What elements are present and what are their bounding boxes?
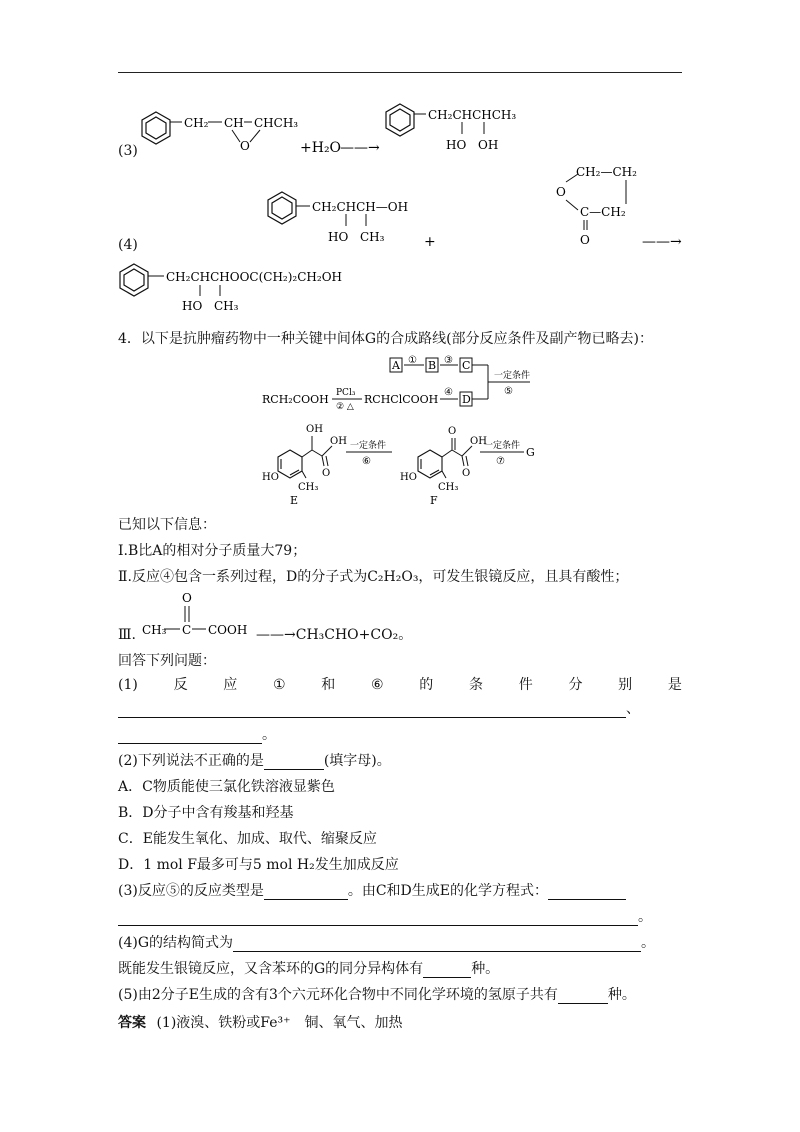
label-o: O (462, 468, 471, 479)
q1-char: (1) (118, 677, 138, 693)
formula-fragment: CH₂CHCHOOC(CH₂)₂CH₂OH (166, 270, 342, 284)
label-o: O (448, 426, 457, 437)
label-ch3: CH₃ (438, 482, 459, 493)
intermediate: RCHClCOOH (364, 393, 439, 406)
formula-fragment: OH (478, 138, 499, 152)
item-label: (3) (118, 143, 138, 159)
formula-fragment: CHCH₃ (254, 116, 299, 130)
separator: 、 (626, 701, 640, 717)
answer-blank[interactable] (118, 729, 262, 744)
plus-water: +H₂O (300, 140, 342, 156)
step-2: ② △ (336, 402, 354, 412)
q4-tail: 种。 (471, 961, 500, 977)
compound-C: C (462, 359, 471, 372)
start-material: RCH₂COOH (262, 393, 329, 406)
reaction-arrow: ——→ (340, 140, 380, 156)
period: 。 (641, 935, 656, 951)
problem-4-title: 4．以下是抗肿瘤药物中一种关键中间体G的合成路线(部分反应条件及副产物已略去)： (118, 331, 654, 347)
question-3 (118, 882, 626, 900)
label-ho: HO (400, 472, 417, 483)
plus-sign: + (424, 234, 436, 250)
answer-blank[interactable] (264, 755, 324, 770)
formula-fragment: CH₃ (360, 230, 385, 244)
formula-fragment: O (182, 591, 192, 605)
info-1: Ⅰ.B比A的相对分子质量大79； (118, 543, 307, 559)
formula-fragment: HO (182, 299, 203, 313)
formula-fragment: CH (224, 116, 244, 130)
answer-blank[interactable] (118, 911, 638, 926)
info-intro: 已知以下信息： (118, 517, 216, 533)
formula-fragment: COOH (208, 623, 248, 637)
compound-B: B (428, 359, 437, 372)
q1-char: 的 (419, 677, 434, 693)
q3-text: (3)反应⑤的反应类型是 (118, 883, 264, 899)
label-o: O (322, 468, 331, 479)
option-c: C．E能发生氧化、加成、取代、缩聚反应 (118, 831, 377, 847)
compound-A: A (392, 359, 400, 372)
q1-char: 别 (618, 677, 633, 693)
question-4-b (118, 960, 499, 978)
header-rule (118, 72, 682, 73)
info-3-label: Ⅲ. (118, 627, 136, 643)
formula-fragment: O (240, 139, 250, 153)
answer-blank[interactable] (548, 885, 626, 900)
answer-line (118, 1014, 403, 1032)
formula-fragment: CH₂—CH₂ (576, 166, 637, 179)
q4-text: (4)G的结构简式为 (118, 935, 234, 951)
benzene-ring-icon (418, 450, 442, 478)
q1-char: ⑥ (371, 677, 384, 693)
formula-fragment: O (556, 185, 566, 199)
answer-blank[interactable] (558, 989, 608, 1004)
q3-text-b: 。由C和D生成E的化学方程式： (347, 883, 548, 899)
formula-fragment: HO (328, 230, 349, 244)
answer-label: 答案 (118, 1015, 146, 1031)
option-a: A．C物质能使三氯化铁溶液显紫色 (118, 779, 335, 795)
reaction-3-scheme (138, 100, 698, 162)
condition-5: 一定条件 (494, 371, 531, 381)
answer-text: (1)液溴、铁粉或Fe³⁺ 铜、氧气、加热 (156, 1015, 403, 1031)
formula-fragment: O (580, 233, 590, 247)
answer-blank[interactable] (264, 885, 348, 900)
pyruvic-acid-structure (140, 590, 270, 642)
period: 。 (262, 727, 276, 743)
synthesis-route (258, 352, 558, 414)
compound-G: G (526, 446, 535, 459)
q2-text: (2)下列说法不正确的是 (118, 753, 264, 769)
label-F: F (430, 494, 438, 507)
q2-tail: (填字母)。 (323, 753, 391, 769)
e-f-g-scheme (262, 418, 552, 512)
condition-7: 一定条件 (484, 441, 521, 451)
q1-char: 反 (173, 677, 188, 693)
option-b: B．D分子中含有羧基和羟基 (118, 805, 294, 821)
step-6: ⑥ (362, 456, 371, 467)
question-1-line (118, 676, 682, 694)
question-3-line-2 (118, 908, 652, 926)
formula-fragment: CH₃ (142, 623, 167, 637)
formula-fragment: C (182, 623, 192, 637)
answer-blank[interactable] (118, 703, 626, 718)
option-d: D．1 mol F最多可与5 mol H₂发生加成反应 (118, 857, 399, 873)
question-5 (118, 986, 636, 1004)
label-oh: OH (470, 436, 487, 447)
q1-char: 是 (667, 677, 682, 693)
item-label: (4) (118, 237, 138, 253)
q5-text: (5)由2分子E生成的含有3个六元环化合物中不同化学环境的氢原子共有 (118, 987, 558, 1003)
label-oh: OH (306, 424, 323, 435)
step-7: ⑦ (496, 456, 505, 467)
benzene-ring-icon (142, 112, 170, 144)
benzene-ring-icon (120, 264, 148, 296)
formula-fragment: CH₂ (184, 116, 209, 130)
question-4 (118, 934, 655, 952)
q4-text-b: 既能发生银镜反应，又含苯环的G的同分异构体有 (118, 961, 424, 977)
q1-char: 条 (469, 677, 483, 693)
step-5: ⑤ (504, 386, 513, 397)
q1-char: 件 (518, 677, 533, 693)
reaction-4-product (116, 258, 416, 316)
q1-char: 分 (568, 677, 583, 693)
reaction-arrow: ——→ (642, 234, 682, 250)
answer-intro: 回答下列问题： (118, 653, 216, 669)
q1-char: 应 (223, 677, 238, 693)
label-oh: OH (330, 436, 347, 447)
formula-fragment: CH₂CHCH—OH (312, 200, 409, 214)
answer-blank[interactable] (233, 937, 641, 952)
benzene-ring-icon (278, 450, 302, 478)
reagent-pcl3: PCl₃ (336, 388, 356, 398)
question-1-blanks (118, 700, 640, 718)
q5-tail: 种。 (607, 987, 636, 1003)
step-4: ④ (444, 387, 453, 398)
benzene-ring-icon (386, 104, 414, 136)
step-3: ③ (444, 355, 453, 366)
formula-fragment: HO (446, 138, 467, 152)
formula-fragment: CH₂CHCHCH₃ (428, 108, 517, 122)
step-1: ① (408, 355, 417, 366)
benzene-ring-icon (268, 192, 296, 224)
label-ch3: CH₃ (298, 482, 319, 493)
formula-fragment: C—CH₂ (580, 205, 626, 219)
condition-6: 一定条件 (350, 441, 387, 451)
answer-blank[interactable] (423, 963, 471, 978)
label-E: E (290, 494, 299, 507)
period: 。 (638, 909, 652, 925)
label-ho: HO (262, 472, 279, 483)
formula-fragment: CH₃ (214, 299, 239, 313)
info-2: Ⅱ.反应④包含一系列过程，D的分子式为C₂H₂O₃，可发生银镜反应，且具有酸性； (118, 569, 629, 585)
q1-char: 和 (321, 677, 336, 693)
question-2 (118, 752, 391, 770)
question-1-blank-2 (118, 726, 276, 744)
info-3-right: ——→CH₃CHO+CO₂。 (256, 627, 413, 643)
q1-char: ① (273, 677, 286, 693)
reaction-4-scheme (260, 166, 690, 252)
compound-D: D (462, 393, 471, 406)
